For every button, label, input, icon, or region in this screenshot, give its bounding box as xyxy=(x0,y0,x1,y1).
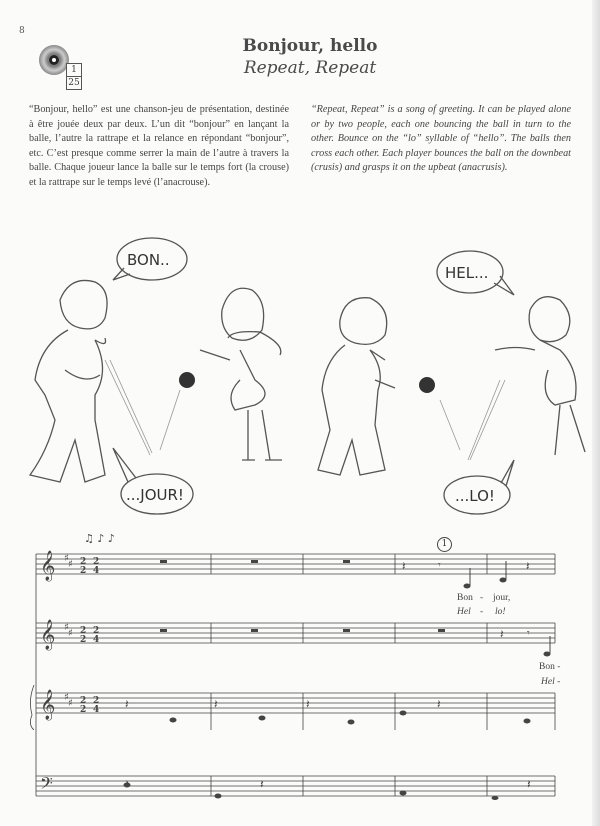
svg-text:𝄽: 𝄽 xyxy=(214,697,218,711)
girl-figure-right xyxy=(495,297,585,455)
page-number: 8 xyxy=(19,26,25,36)
svg-text:2: 2 xyxy=(80,635,87,645)
svg-text:𝄽: 𝄽 xyxy=(526,559,530,573)
lyric-lo: lo! xyxy=(495,607,506,617)
svg-text:𝄽: 𝄽 xyxy=(260,777,264,791)
svg-text:♯: ♯ xyxy=(68,628,73,639)
svg-text:♯: ♯ xyxy=(68,559,73,570)
boy-figure-left xyxy=(30,280,107,482)
speech-bubble-hel xyxy=(437,251,514,295)
svg-text:2: 2 xyxy=(93,557,100,567)
ball-left xyxy=(179,372,195,388)
staff-piano-bass xyxy=(0,730,600,800)
bubble-text-lo: ...LO! xyxy=(455,487,495,505)
page-edge-shadow xyxy=(592,0,600,826)
lyric-hel-2: Hel - xyxy=(541,677,561,687)
svg-text:2: 2 xyxy=(80,705,87,715)
staff-piano-treble xyxy=(36,693,555,713)
page-subtitle: Repeat, Repeat xyxy=(243,58,377,78)
svg-text:2: 2 xyxy=(93,626,100,636)
ball-right xyxy=(419,377,435,393)
key-sharp-1: ♯ xyxy=(64,553,69,564)
rehearsal-mark: 1 xyxy=(437,537,452,552)
svg-text:𝄽: 𝄽 xyxy=(500,627,504,641)
svg-text:4: 4 xyxy=(93,635,100,645)
lyric-dash-1: - xyxy=(480,593,484,603)
key-sharp-3: ♯ xyxy=(64,692,69,703)
speech-bubble-jour xyxy=(113,448,193,514)
english-description: “Repeat, Repeat” is a song of greeting. It can be played alone or by two people, each one bouncing the ball in turn to the other. Bounce on the “lo” syllable of “hello”. The balls then cross each other. Each player bounces the ball on the downbeat (crusis) and grasps it on the upbeat (anacrusis). xyxy=(311,104,571,174)
lyric-bon: Bon xyxy=(457,593,473,603)
svg-text:2: 2 xyxy=(80,557,87,567)
treble-clef-3: 𝄞 xyxy=(40,690,56,720)
bubble-text-bon: BON.. xyxy=(127,251,170,269)
bubble-text-hel: HEL... xyxy=(445,264,489,282)
svg-text:♫ ♪ ♪: ♫ ♪ ♪ xyxy=(84,532,115,545)
svg-text:2: 2 xyxy=(80,626,87,636)
treble-clef-2: 𝄞 xyxy=(40,620,56,650)
svg-text:𝄽: 𝄽 xyxy=(125,697,129,711)
svg-text:𝄽: 𝄽 xyxy=(527,777,531,791)
cd-disc-number: 1 xyxy=(66,63,82,77)
svg-text:2: 2 xyxy=(80,696,87,706)
svg-text:4: 4 xyxy=(93,705,100,715)
key-sharp-2: ♯ xyxy=(64,622,69,633)
staff-voice-2 xyxy=(36,623,555,643)
staff-voice-1 xyxy=(36,554,555,574)
boy-figure-right xyxy=(318,298,395,475)
lyric-dash-2: - xyxy=(480,607,484,617)
svg-text:2: 2 xyxy=(80,566,87,576)
svg-text:4: 4 xyxy=(93,566,100,576)
bubble-text-jour: ...JOUR! xyxy=(126,486,184,504)
illustration xyxy=(0,220,600,520)
girl-figure-left xyxy=(200,288,282,460)
svg-text:𝄽: 𝄽 xyxy=(402,559,406,573)
speech-bubble-bon xyxy=(113,238,187,280)
svg-text:♯: ♯ xyxy=(68,698,73,709)
svg-text:𝄽: 𝄽 xyxy=(437,697,441,711)
lyric-hel: Hel xyxy=(457,607,471,617)
svg-text:𝄢: 𝄢 xyxy=(40,773,53,797)
page-title: Bonjour, hello xyxy=(242,36,378,56)
svg-text:𝄾: 𝄾 xyxy=(527,628,530,639)
cd-track-number: 25 xyxy=(66,76,82,90)
music-score xyxy=(0,530,600,730)
svg-text:𝄾: 𝄾 xyxy=(438,560,441,571)
lyric-jour: jour, xyxy=(493,593,511,603)
svg-text:𝄽: 𝄽 xyxy=(306,697,310,711)
treble-clef-1: 𝄞 xyxy=(40,551,56,581)
lyric-bon-2: Bon - xyxy=(539,662,561,672)
speech-bubble-lo xyxy=(444,460,514,514)
french-description: “Bonjour, hello” est une chanson-jeu de présentation, destinée à être jouée deux par deux. L’un dit “bonjour” en lançant la balle, l’autre la rattrape et la relance en répondant “bonjour”, etc. C’est presque comme serrer la main de l’autre à travers la balle. Chaque joueur lance la balle sur le temps fort (la crouse) et la rattrape sur le temps levé (l’anacrouse). xyxy=(29,104,289,188)
svg-text:2: 2 xyxy=(93,696,100,706)
